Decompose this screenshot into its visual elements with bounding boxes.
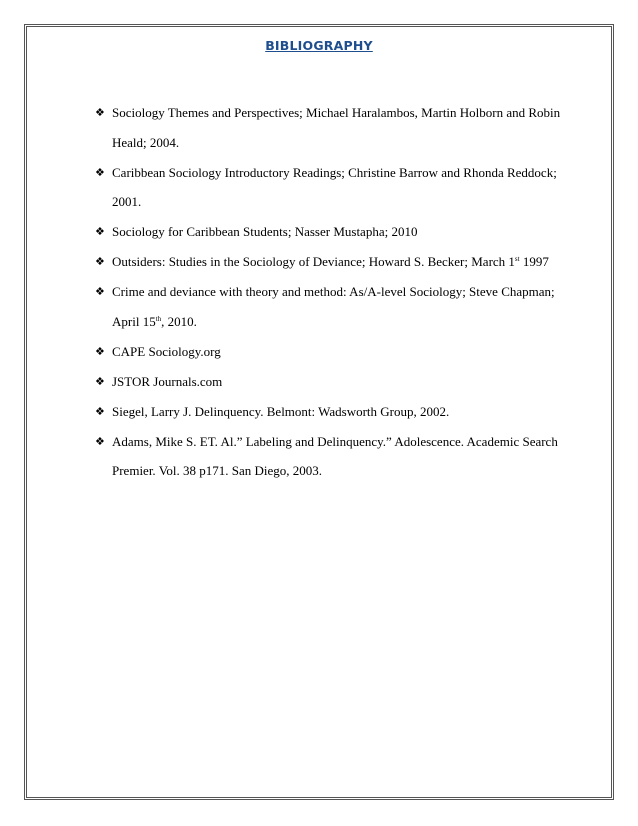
entry-text: Adams, Mike S. ET. Al.” Labeling and Delinquency.” Adolescence. Academic Search Premier. Vol. 38 p171. San Diego, 2003. xyxy=(112,433,558,478)
bibliography-entry-6 xyxy=(95,337,565,367)
entry-text: JSTOR Journals.com xyxy=(112,373,223,389)
bibliography-entry-9 xyxy=(95,427,565,486)
entry-text-post: , 2010. xyxy=(161,313,197,329)
entry-text-pre: Crime and deviance with theory and method: As/A-level Sociology; Steve Chapman; April 15 xyxy=(112,284,555,329)
diamond-bullet-icon: ❖ xyxy=(95,285,105,298)
ordinal-suffix: th xyxy=(155,314,162,323)
bibliography-entry-7 xyxy=(95,367,565,397)
diamond-bullet-icon: ❖ xyxy=(95,225,105,238)
entry-text: Sociology for Caribbean Students; Nasser Mustapha; 2010 xyxy=(112,224,418,239)
entry-text: Sociology Themes and Perspectives; Michael Haralambos, Martin Holborn and Robin Heald; 2004. xyxy=(112,105,561,150)
bibliography-entry-1 xyxy=(95,98,565,157)
diamond-bullet-icon: ❖ xyxy=(95,344,105,358)
entry-text: CAPE Sociology.org xyxy=(112,343,221,359)
bibliography-entry-2 xyxy=(95,158,565,217)
entry-text: Caribbean Sociology Introductory Readings; Christine Barrow and Rhonda Reddock; 2001. xyxy=(112,164,557,209)
entry-text: Siegel, Larry J. Delinquency. Belmont: Wadsworth Group, 2002. xyxy=(112,403,450,419)
diamond-bullet-icon: ❖ xyxy=(95,404,105,418)
ordinal-suffix: st xyxy=(514,255,520,263)
diamond-bullet-icon: ❖ xyxy=(95,165,105,179)
diamond-bullet-icon: ❖ xyxy=(95,434,105,448)
bibliography-entry-5 xyxy=(95,277,565,336)
bibliography-list xyxy=(95,98,565,486)
diamond-bullet-icon: ❖ xyxy=(95,374,105,388)
bibliography-entry-3 xyxy=(95,217,565,247)
diamond-bullet-icon: ❖ xyxy=(95,106,105,119)
bibliography-entry-4 xyxy=(95,247,565,277)
bibliography-entry-8 xyxy=(95,397,565,427)
page-title: BIBLIOGRAPHY xyxy=(265,38,373,53)
entry-text-pre: Outsiders: Studies in the Sociology of Deviance; Howard S. Becker; March 1 xyxy=(112,254,515,269)
entry-text-post: 1997 xyxy=(519,254,549,269)
diamond-bullet-icon: ❖ xyxy=(95,255,105,268)
